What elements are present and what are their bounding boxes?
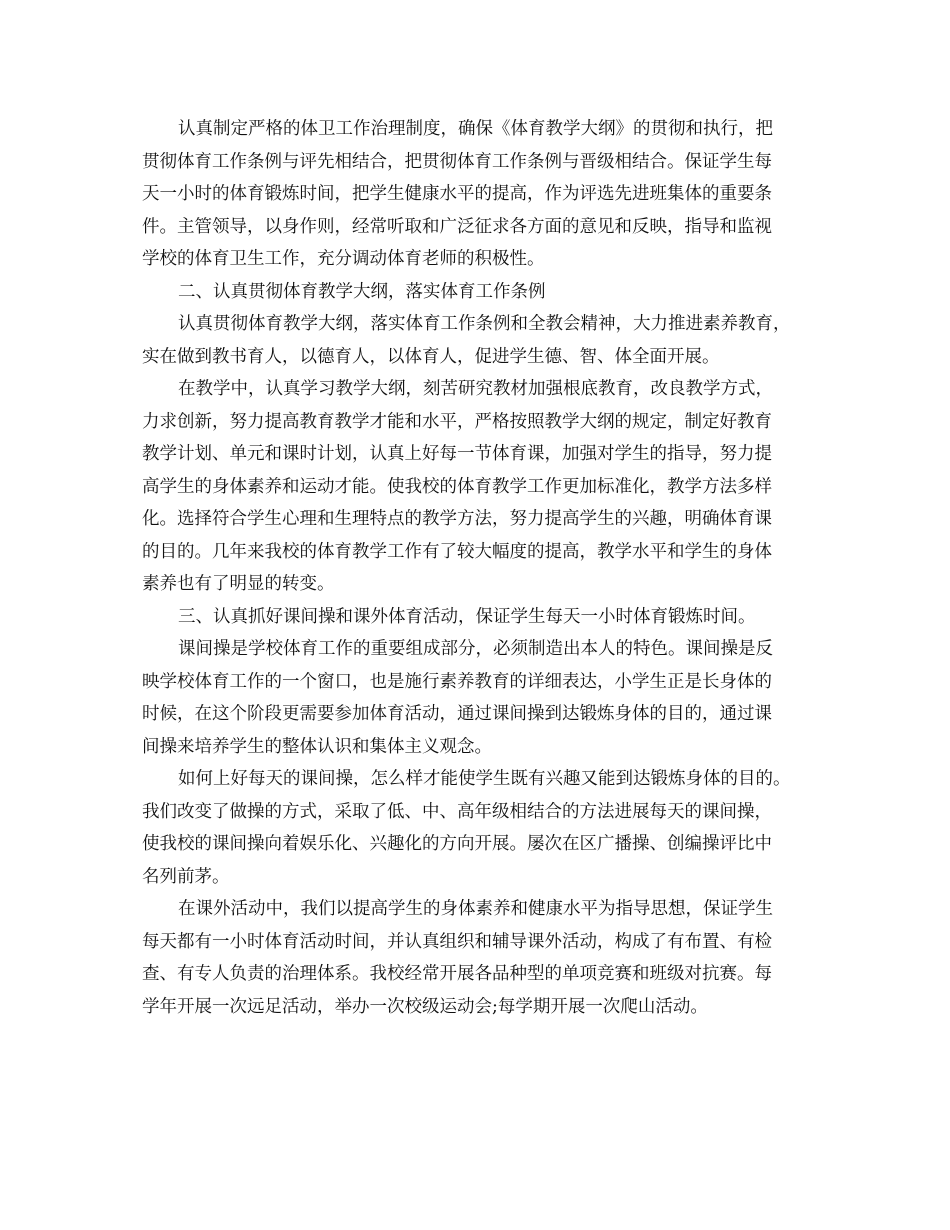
text-line: 素养也有了明显的转变。 [142,574,335,594]
text-line: 在课外活动中，我们以提高学生的身体素养和健康水平为指导思想，保证学生 [178,899,773,919]
text-line: 我们改变了做操的方式，采取了低、中、高年级相结合的方法进展每天的课间操， [142,801,772,822]
section-heading: 三、认真抓好课间操和课外体育活动，保证学生每天一小时体育锻炼时间。 [178,606,756,627]
text-line: 使我校的课间操向着娱乐化、兴趣化的方向开展。屡次在区广播操、创编操评比中 [142,834,772,854]
text-line: 贯彻体育工作条例与评先相结合，把贯彻体育工作条例与晋级相结合。保证学生每 [142,151,772,172]
text-line: 高学生的身体素养和运动才能。使我校的体育教学工作更加标准化，教学方法多样 [142,476,772,497]
text-line: 查、有专人负责的治理体系。我校经常开展各品种型的单项竞赛和班级对抗赛。每 [142,964,772,984]
text-line: 的目的。几年来我校的体育教学工作有了较大幅度的提高，教学水平和学生的身体 [142,541,772,562]
text-line: 时候，在这个阶段更需要参加体育活动，通过课间操到达锻炼身体的目的，通过课 [142,704,772,724]
text-line: 认真制定严格的体卫工作治理制度，确保《体育教学大纲》的贯彻和执行，把 [178,119,773,139]
text-line: 学校的体育卫生工作，充分调动体育老师的积极性。 [142,249,545,269]
text-line: 件。主管领导，以身作则，经常听取和广泛征求各方面的意见和反映，指导和监视 [142,216,772,237]
text-line: 名列前茅。 [142,866,230,887]
text-line: 实在做到教书育人，以德育人，以体育人，促进学生德、智、体全面开展。 [142,346,720,367]
text-line: 天一小时的体育锻炼时间，把学生健康水平的提高，作为评选先进班集体的重要条 [142,184,772,204]
text-line: 间操来培养学生的整体认识和集体主义观念。 [142,736,492,757]
text-line: 映学校体育工作的一个窗口，也是施行素养教育的详细表达，小学生正是长身体的 [142,671,772,692]
text-line: 认真贯彻体育教学大纲，落实体育工作条例和全教会精神，大力推进素养教育， [178,314,791,334]
text-line: 在教学中，认真学习教学大纲，刻苦研究教材加强根底教育，改良教学方式， [178,379,773,399]
text-line: 教学计划、单元和课时计划，认真上好每一节体育课，加强对学生的指导，努力提 [142,444,772,464]
document-body [142,113,832,1023]
text-line: 每天都有一小时体育活动时间，并认真组织和辅导课外活动，构成了有布置、有检 [142,931,772,952]
section-heading: 二、认真贯彻体育教学大纲，落实体育工作条例 [178,281,546,302]
text-line: 课间操是学校体育工作的重要组成部分，必须制造出本人的特色。课间操是反 [178,639,773,659]
text-line: 学年开展一次远足活动，举办一次校级运动会;每学期开展一次爬山活动。 [142,996,708,1017]
text-line: 力求创新，努力提高教育教学才能和水平，严格按照教学大纲的规定，制定好教育 [142,411,772,432]
text-line: 化。选择符合学生心理和生理特点的教学方法，努力提高学生的兴趣，明确体育课 [142,509,772,529]
text-line: 如何上好每天的课间操，怎么样才能使学生既有兴趣又能到达锻炼身体的目的。 [178,769,791,789]
